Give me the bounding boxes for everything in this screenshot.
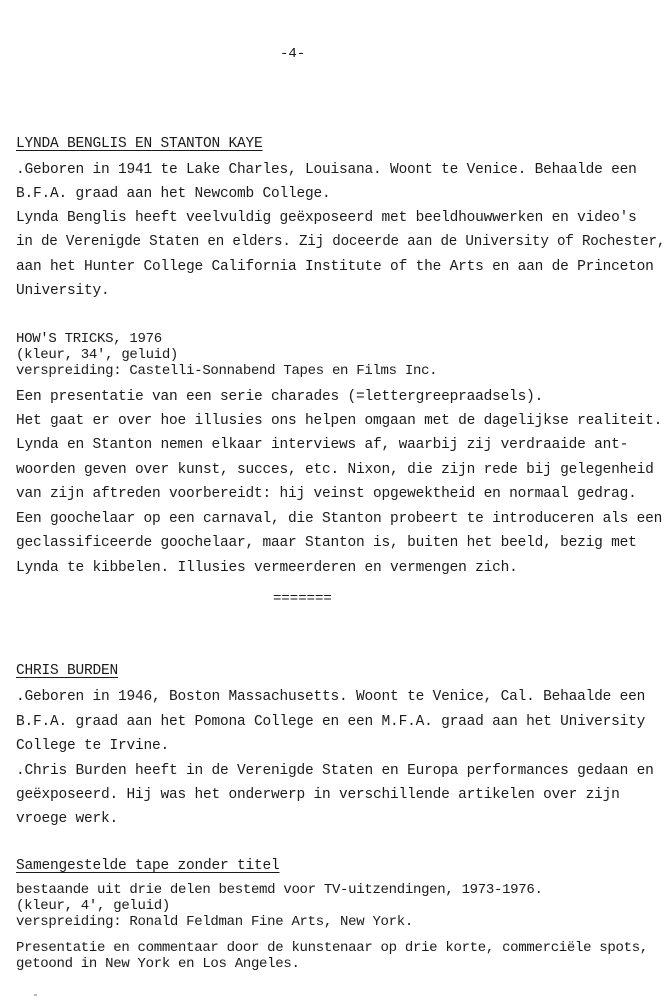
work-meta-line: verspreiding: Castelli-Sonnabend Tapes en Films Inc. bbox=[16, 363, 438, 379]
bio-line: B.F.A. graad aan het Newcomb College. bbox=[16, 186, 331, 202]
bio-line: aan het Hunter College California Institute of the Arts en aan de Princeton bbox=[16, 259, 654, 275]
work-desc-line: van zijn aftreden voorbereidt: hij veinst opgewektheid en normaal gedrag. bbox=[16, 486, 637, 502]
work-meta-line: bestaande uit drie delen bestemd voor TV-uitzendingen, 1973-1976. bbox=[16, 882, 543, 898]
work-meta-line: verspreiding: Ronald Feldman Fine Arts, New York. bbox=[16, 914, 413, 930]
work-desc-line: Lynda te kibbelen. Illusies vermeerderen en vermengen zich. bbox=[16, 560, 518, 576]
work-title-hows-tricks: HOW'S TRICKS, 1976 bbox=[16, 331, 162, 347]
section-heading-benglis-kaye: LYNDA BENGLIS EN STANTON KAYE bbox=[16, 136, 263, 152]
bio-line: Lynda Benglis heeft veelvuldig geëxposeerd met beeldhouwwerken en video's bbox=[16, 210, 637, 226]
work-desc-line: geclassificeerde goochelaar, maar Stanton is, buiten het beeld, bezig met bbox=[16, 535, 637, 551]
work-desc-line: getoond in New York en Los Angeles. bbox=[16, 956, 300, 972]
work-title-samengestelde-tape: Samengestelde tape zonder titel bbox=[16, 858, 280, 874]
work-desc-line: woorden geven over kunst, succes, etc. Nixon, die zijn rede bij gelegenheid bbox=[16, 462, 654, 478]
work-desc-line: Lynda en Stanton nemen elkaar interviews af, waarbij zij verdraaide ant- bbox=[16, 437, 629, 453]
work-meta-line: (kleur, 4', geluid) bbox=[16, 898, 170, 914]
bio-line: geëxposeerd. Hij was het onderwerp in verschillende artikelen over zijn bbox=[16, 787, 620, 803]
bio-line: .Geboren in 1946, Boston Massachusetts. Woont te Venice, Cal. Behaalde een bbox=[16, 689, 646, 705]
bio-line: University. bbox=[16, 283, 110, 299]
bio-line: B.F.A. graad aan het Pomona College en een M.F.A. graad aan het University bbox=[16, 714, 646, 730]
section-separator: ======= bbox=[273, 591, 332, 607]
page-number: -4- bbox=[280, 46, 306, 62]
work-desc-line: Een presentatie van een serie charades (=lettergreepraadsels). bbox=[16, 389, 544, 405]
work-meta-line: (kleur, 34', geluid) bbox=[16, 347, 179, 363]
section-heading-chris-burden: CHRIS BURDEN bbox=[16, 663, 119, 679]
bio-line: College te Irvine. bbox=[16, 738, 170, 754]
bio-line: vroege werk. bbox=[16, 811, 119, 827]
work-desc-line: Presentatie en commentaar door de kunstenaar op drie korte, commerciële spots, bbox=[16, 940, 648, 956]
bio-line: .Chris Burden heeft in de Verenigde Staten en Europa performances gedaan en bbox=[16, 763, 654, 779]
scan-speck bbox=[34, 994, 37, 996]
work-desc-line: Het gaat er over hoe illusies ons helpen omgaan met de dagelijkse realiteit. bbox=[16, 413, 663, 429]
bio-line: .Geboren in 1941 te Lake Charles, Louisana. Woont te Venice. Behaalde een bbox=[16, 162, 637, 178]
work-desc-line: Een goochelaar op een carnaval, die Stanton probeert te introduceren als een bbox=[16, 511, 663, 527]
bio-line: in de Verenigde Staten en elders. Zij doceerde aan de University of Rochester, bbox=[16, 234, 666, 250]
